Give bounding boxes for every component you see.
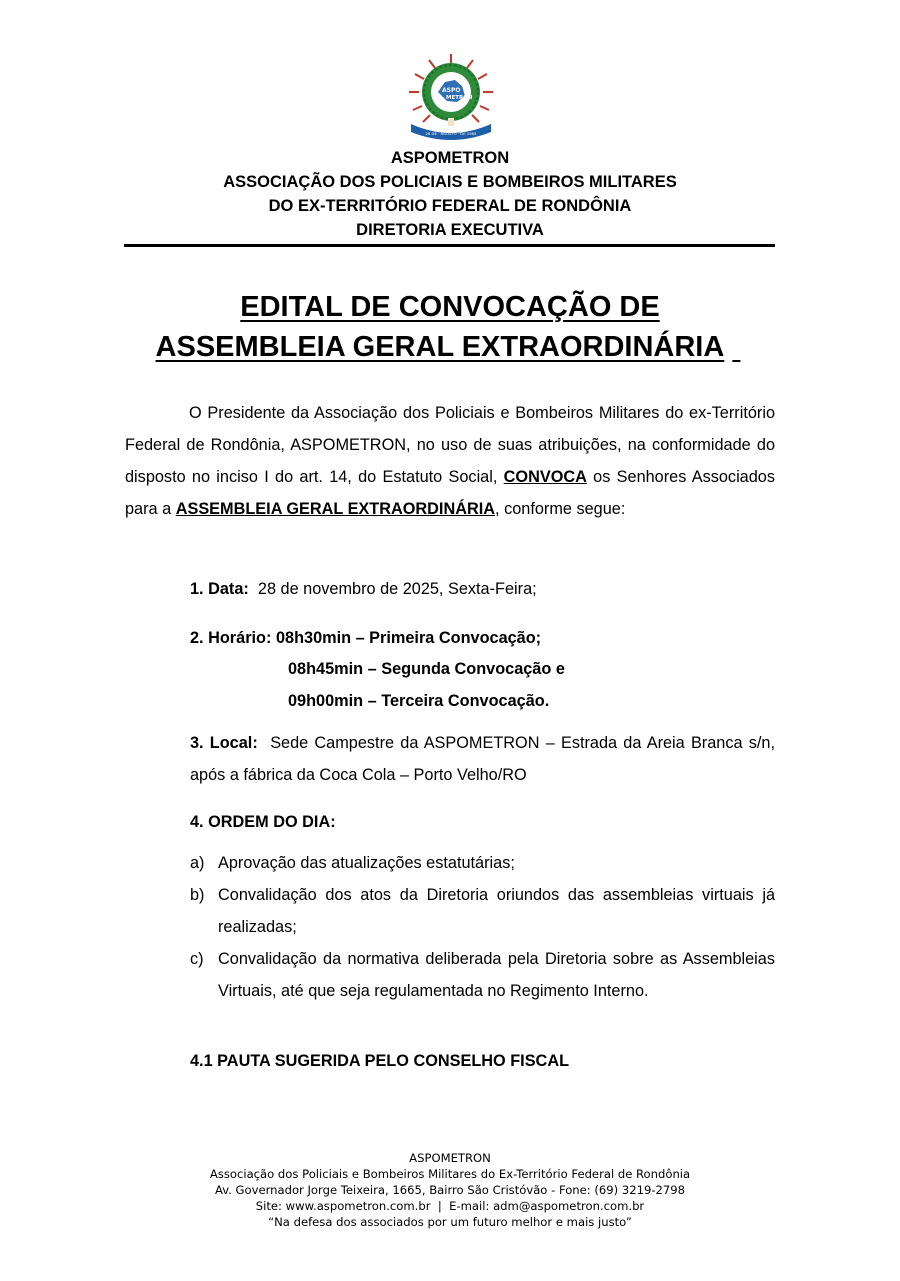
list-marker: b) [190,886,205,904]
footer-org-short: ASPOMETRON [409,1151,491,1165]
list-text: Convalidação dos atos da Diretoria oriundos das assembleias virtuais já realizadas; [218,886,775,936]
list-text: Aprovação das atualizações estatutárias; [218,854,515,872]
title-text-2: ASSEMBLEIA GERAL EXTRAORDINÁRIA [155,331,725,363]
local-label: 3. Local: [190,734,258,752]
list-text: Convalidação da normativa deliberada pela Diretoria sobre as Assembleias Virtuais, até que seja regulamentada no Regimento Interno. [218,950,775,1000]
footer-contact: Site: www.aspometron.com.br | E-mail: adm@aspometron.com.br [255,1199,645,1213]
intro-text-3: , conforme segue: [495,500,626,518]
assembleia-emphasis: ASSEMBLEIA GERAL EXTRAORDINÁRIA [175,500,496,518]
svg-text:METRON: METRON [446,95,473,101]
org-short-name: ASPOMETRON [390,149,510,167]
list-marker: a) [190,854,205,872]
footer-address: Av. Governador Jorge Teixeira, 1665, Bairro São Cristóvão - Fone: (69) 3219-2798 [214,1183,686,1197]
org-territory: DO EX-TERRITÓRIO FEDERAL DE RONDÔNIA [268,197,632,215]
ordem-item-c [190,943,775,1007]
header-divider [124,244,775,247]
ordem-item-a [190,847,775,879]
data-value: 28 de novembro de 2025, Sexta-Feira; [257,580,537,598]
document-title-line-2 [0,327,898,367]
svg-text:28 DE · AGOSTO · DE 1985: 28 DE · AGOSTO · DE 1985 [425,131,477,136]
org-department: DIRETORIA EXECUTIVA [356,221,544,239]
horario-third: 09h00min – Terceira Convocação. [288,692,550,710]
list-marker: c) [190,950,204,968]
item-local [190,727,775,791]
emblem-icon [405,52,497,140]
footer-org-full: Associação dos Policiais e Bombeiros Militares do Ex-Território Federal de Rondônia [209,1167,691,1181]
ordem-item-b [190,879,775,943]
intro-text-1: O Presidente da Associação dos Policiais e Bombeiros Militares do ex-Território Federal de Rondônia, ASPOMETRON, no uso de suas atribuições, na conformidade do disposto no inciso I do art. 14, do Estatuto Social, [125,404,775,486]
item-data [190,573,775,605]
aspometron-logo [405,52,497,140]
title-text-1: EDITAL DE CONVOCAÇÃO DE [240,291,660,323]
pauta-heading: 4.1 PAUTA SUGERIDA PELO CONSELHO FISCAL [190,1052,570,1070]
horario-second: 08h45min – Segunda Convocação e [288,660,565,678]
intro-text-2: os Senhores Associados para a [125,468,775,518]
intro-paragraph [125,397,775,525]
svg-text:ASPO: ASPO [442,87,461,94]
ordem-heading: 4. ORDEM DO DIA: [190,813,336,831]
item-horario [190,622,775,654]
horario-label: 2. Horário: [190,629,272,647]
data-label: 1. Data: [190,580,249,598]
footer-motto: “Na defesa dos associados por um futuro melhor e mais justo” [268,1215,632,1229]
org-full-name: ASSOCIAÇÃO DOS POLICIAIS E BOMBEIROS MILITARES [223,173,677,191]
convoca-emphasis: CONVOCA [503,468,587,486]
local-value: Sede Campestre da ASPOMETRON – Estrada da Areia Branca s/n, após a fábrica da Coca Cola – Porto Velho/RO [190,734,775,784]
horario-first: 08h30min – Primeira Convocação; [275,629,542,647]
document-title-line-1 [0,287,900,327]
